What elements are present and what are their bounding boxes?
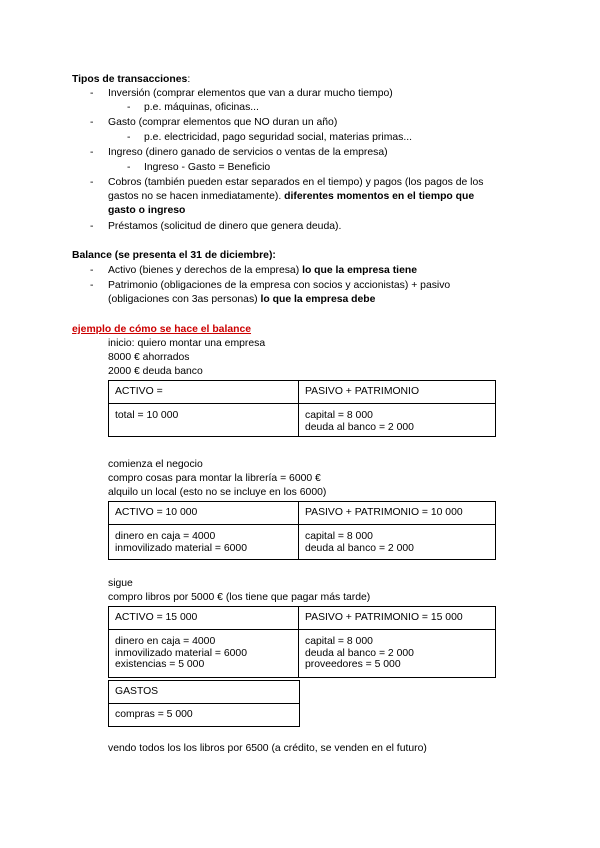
table-header-activo: ACTIVO = 15 000 (109, 607, 299, 630)
ejemplo-compro-libros: compro libros por 5000 € (los tiene que pagar más tarde) (108, 592, 371, 603)
table-header-activo: ACTIVO = 10 000 (109, 502, 299, 525)
balance-table-3 (108, 606, 496, 678)
table-line: dinero en caja = 4000 (115, 636, 216, 647)
bullet-dash: - (90, 117, 94, 128)
section-title-balance: Balance (se presenta el 31 de diciembre): (72, 250, 276, 261)
list-subitem-ingreso: Ingreso - Gasto = Beneficio (144, 162, 271, 173)
bullet-dash: - (90, 221, 94, 232)
list-item-patrimonio-line1: Patrimonio (obligaciones de la empresa con socios y accionistas) + pasivo (108, 280, 451, 291)
table-line: deuda al banco = 2 000 (305, 647, 414, 659)
table-line: existencias = 5 000 (115, 659, 205, 670)
list-item-patrimonio-line2 (108, 293, 375, 306)
ejemplo-sigue: sigue (108, 578, 133, 589)
list-item-ingreso: Ingreso (dinero ganado de servicios o ventas de la empresa) (108, 147, 388, 158)
table-cell-activo (109, 525, 299, 560)
table-cell-pasivo (299, 630, 496, 678)
ejemplo-comienza: comienza el negocio (108, 459, 203, 470)
activo-text: Activo (bienes y derechos de la empresa) (108, 265, 303, 276)
table-line: capital = 8 000 (305, 531, 373, 542)
table-cell-pasivo (299, 525, 496, 560)
ejemplo-deuda: 2000 € deuda banco (108, 366, 203, 377)
bullet-dash: - (127, 162, 131, 173)
ejemplo-vendo: vendo todos los los libros por 6500 (a crédito, se venden en el futuro) (108, 743, 427, 754)
table-line: deuda al banco = 2 000 (305, 542, 414, 554)
transacciones-title-text: Tipos de transacciones (72, 74, 188, 85)
balance-table-1 (108, 380, 496, 437)
table-line: capital = 8 000 (305, 410, 373, 421)
list-item-cobros-line1: Cobros (también pueden estar separados en el tiempo) y pagos (los pagos de los (108, 177, 484, 188)
bullet-dash: - (127, 102, 131, 113)
bullet-dash: - (127, 132, 131, 143)
ejemplo-ahorrados: 8000 € ahorrados (108, 352, 190, 363)
list-item-activo (108, 264, 417, 277)
table-header-gastos: GASTOS (109, 681, 300, 704)
bullet-dash: - (90, 88, 94, 99)
list-item-cobros-line3: gasto o ingreso (108, 205, 186, 216)
table-cell-activo (109, 630, 299, 678)
gastos-table (108, 680, 300, 727)
table-line: proveedores = 5 000 (305, 659, 401, 670)
bullet-dash: - (90, 177, 94, 188)
activo-bold-text: lo que la empresa tiene (302, 265, 417, 276)
list-item-prestamos: Préstamos (solicitud de dinero que genera deuda). (108, 221, 342, 232)
list-item-cobros-line2 (108, 190, 474, 203)
table-cell-gastos: compras = 5 000 (109, 704, 300, 727)
table-line: capital = 8 000 (305, 636, 373, 647)
patrimonio-text: (obligaciones con 3as personas) (108, 294, 261, 305)
ejemplo-inicio: inicio: quiero montar una empresa (108, 338, 266, 349)
balance-table-2 (108, 501, 496, 560)
transacciones-title-colon: : (187, 74, 191, 85)
ejemplo-compro-cosas: compro cosas para montar la librería = 6000 € (108, 473, 321, 484)
cobros-text: gastos no se hacen inmediatamente). (108, 191, 285, 202)
list-item-gasto: Gasto (comprar elementos que NO duran un año) (108, 117, 338, 128)
table-header-activo: ACTIVO = (109, 381, 299, 404)
table-line: inmovilizado material = 6000 (115, 647, 247, 659)
table-line: deuda al banco = 2 000 (305, 421, 414, 433)
bullet-dash: - (90, 265, 94, 276)
table-header-pasivo: PASIVO + PATRIMONIO (299, 381, 496, 404)
ejemplo-alquilo: alquilo un local (esto no se incluye en los 6000) (108, 487, 327, 498)
ejemplo-heading: ejemplo de cómo se hace el balance (72, 324, 252, 335)
table-cell-pasivo (299, 404, 496, 437)
table-header-pasivo: PASIVO + PATRIMONIO = 15 000 (299, 607, 496, 630)
bullet-dash: - (90, 280, 94, 291)
list-subitem-inversion: p.e. máquinas, oficinas... (144, 102, 259, 113)
list-subitem-gasto: p.e. electricidad, pago seguridad social, materias primas... (144, 132, 412, 143)
table-header-pasivo: PASIVO + PATRIMONIO = 10 000 (299, 502, 496, 525)
list-item-inversion: Inversión (comprar elementos que van a durar mucho tiempo) (108, 88, 393, 99)
table-cell-activo (109, 404, 299, 437)
table-line: inmovilizado material = 6000 (115, 542, 247, 554)
section-title-transacciones (72, 73, 190, 86)
table-line: dinero en caja = 4000 (115, 531, 216, 542)
table-line: total = 10 000 (115, 410, 179, 421)
patrimonio-bold-text: lo que la empresa debe (260, 294, 376, 305)
cobros-bold-text: diferentes momentos en el tiempo que (284, 191, 475, 202)
bullet-dash: - (90, 147, 94, 158)
